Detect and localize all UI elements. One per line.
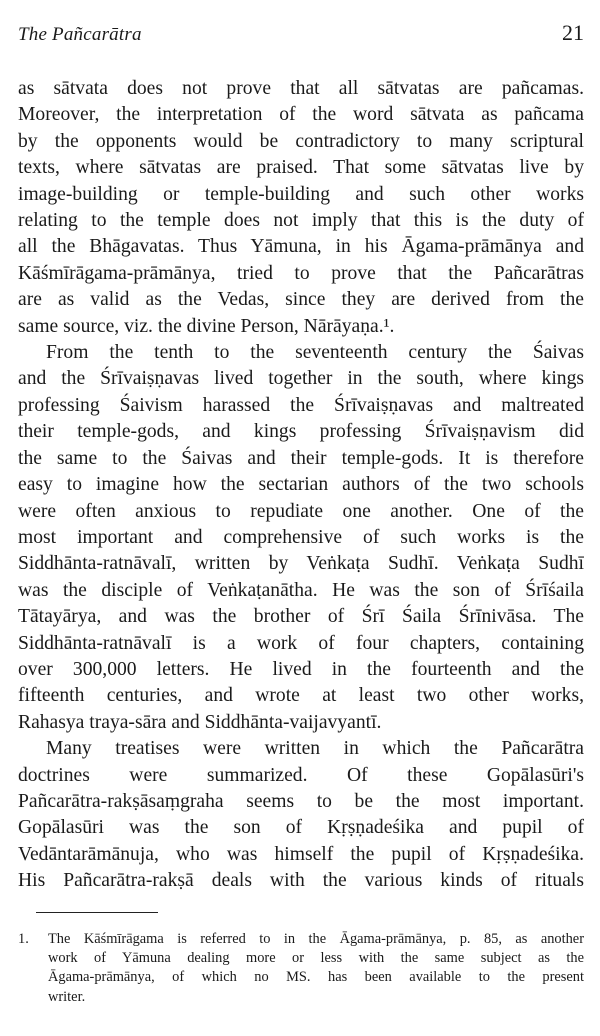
footnote-line: The Kāśmīrāgama is referred to in the Āgama-prāmānya, p. 85, as another bbox=[48, 931, 584, 947]
text-line: was the disciple of Veṅkaṭanātha. He was the son of Śrīśaila bbox=[18, 579, 584, 601]
page-number: 21 bbox=[562, 20, 584, 45]
text-line: professing Śaivism harassed the Śrīvaiṣṇavas and maltreated bbox=[18, 394, 584, 416]
paragraph-1 bbox=[18, 76, 584, 340]
running-head: The Pañcarātra bbox=[18, 24, 142, 45]
footnote-number: 1. bbox=[18, 931, 29, 947]
text-line: Gopālasūri was the son of Kṛṣṇadeśika and pupil of bbox=[18, 817, 584, 839]
footnote-line: writer. bbox=[48, 988, 86, 1005]
text-line: relating to the temple does not imply that this is the duty of bbox=[18, 210, 584, 232]
paragraph-2 bbox=[18, 340, 584, 736]
text-line: easy to imagine how the sectarian authors of the two schools bbox=[18, 474, 584, 496]
paragraph-3 bbox=[18, 736, 584, 894]
text-line: doctrines were summarized. Of these Gopālasūri's bbox=[18, 764, 584, 786]
text-line: Pañcarātra-rakṣāsaṃgraha seems to be the most important. bbox=[18, 790, 584, 812]
footnote-body bbox=[48, 930, 584, 1007]
text-line: are as valid as the Vedas, since they are derived from the bbox=[18, 289, 584, 311]
text-line: Siddhānta-ratnāvalī, written by Veṅkaṭa Sudhī. Veṅkaṭa Sudhī bbox=[18, 553, 584, 575]
text-line: Rahasya traya-sāra and Siddhānta-vaijavyantī. bbox=[18, 711, 382, 733]
book-page bbox=[18, 0, 584, 1036]
text-line: texts, where sātvatas are praised. That some sātvatas live by bbox=[18, 157, 584, 179]
text-line: Vedāntarāmānuja, who was himself the pupil of Kṛṣṇadeśika. bbox=[18, 843, 584, 865]
page-header bbox=[18, 20, 584, 46]
footnote-rule bbox=[36, 912, 158, 913]
text-line: same source, viz. the divine Person, Nārāyaṇa.¹. bbox=[18, 315, 395, 337]
text-line: all the Bhāgavatas. Thus Yāmuna, in his Āgama-prāmānya and bbox=[18, 236, 584, 258]
text-line: most important and comprehensive of such works is the bbox=[18, 526, 584, 548]
text-line: were often anxious to repudiate one another. One of the bbox=[18, 500, 584, 522]
text-line: His Pañcarātra-rakṣā deals with the various kinds of rituals bbox=[18, 870, 584, 892]
text-line: over 300,000 letters. He lived in the fourteenth and the bbox=[18, 658, 584, 680]
text-line: the same to the Śaivas and their temple-gods. It is therefore bbox=[18, 447, 584, 469]
body-text bbox=[18, 76, 584, 895]
text-line: Kāśmīrāgama-prāmānya, tried to prove that the Pañcarātras bbox=[18, 262, 584, 284]
text-line: by the opponents would be contradictory to many scriptural bbox=[18, 130, 584, 152]
text-line: their temple-gods, and kings professing Śrīvaiṣṇavism did bbox=[18, 421, 584, 443]
footnote-line: Āgama-prāmānya, of which no MS. has been available to the present bbox=[48, 969, 584, 986]
text-line: image-building or temple-building and such other works bbox=[18, 183, 584, 205]
text-line: and the Śrīvaiṣṇavas lived together in the south, where kings bbox=[18, 368, 584, 390]
text-line: Moreover, the interpretation of the word sātvata as pañcama bbox=[18, 104, 584, 126]
text-line: From the tenth to the seventeenth century the Śaivas bbox=[46, 342, 584, 364]
text-line: as sātvata does not prove that all sātvatas are pañcamas. bbox=[18, 78, 584, 99]
footnote-line: work of Yāmuna dealing more or less with the same subject as the bbox=[48, 950, 584, 967]
text-line: Many treatises were written in which the Pañcarātra bbox=[46, 738, 584, 760]
text-line: Siddhānta-ratnāvalī is a work of four chapters, containing bbox=[18, 632, 584, 654]
text-line: Tātayārya, and was the brother of Śrī Śaila Śrīnivāsa. The bbox=[18, 606, 584, 628]
text-line: fifteenth centuries, and wrote at least two other works, bbox=[18, 685, 584, 707]
